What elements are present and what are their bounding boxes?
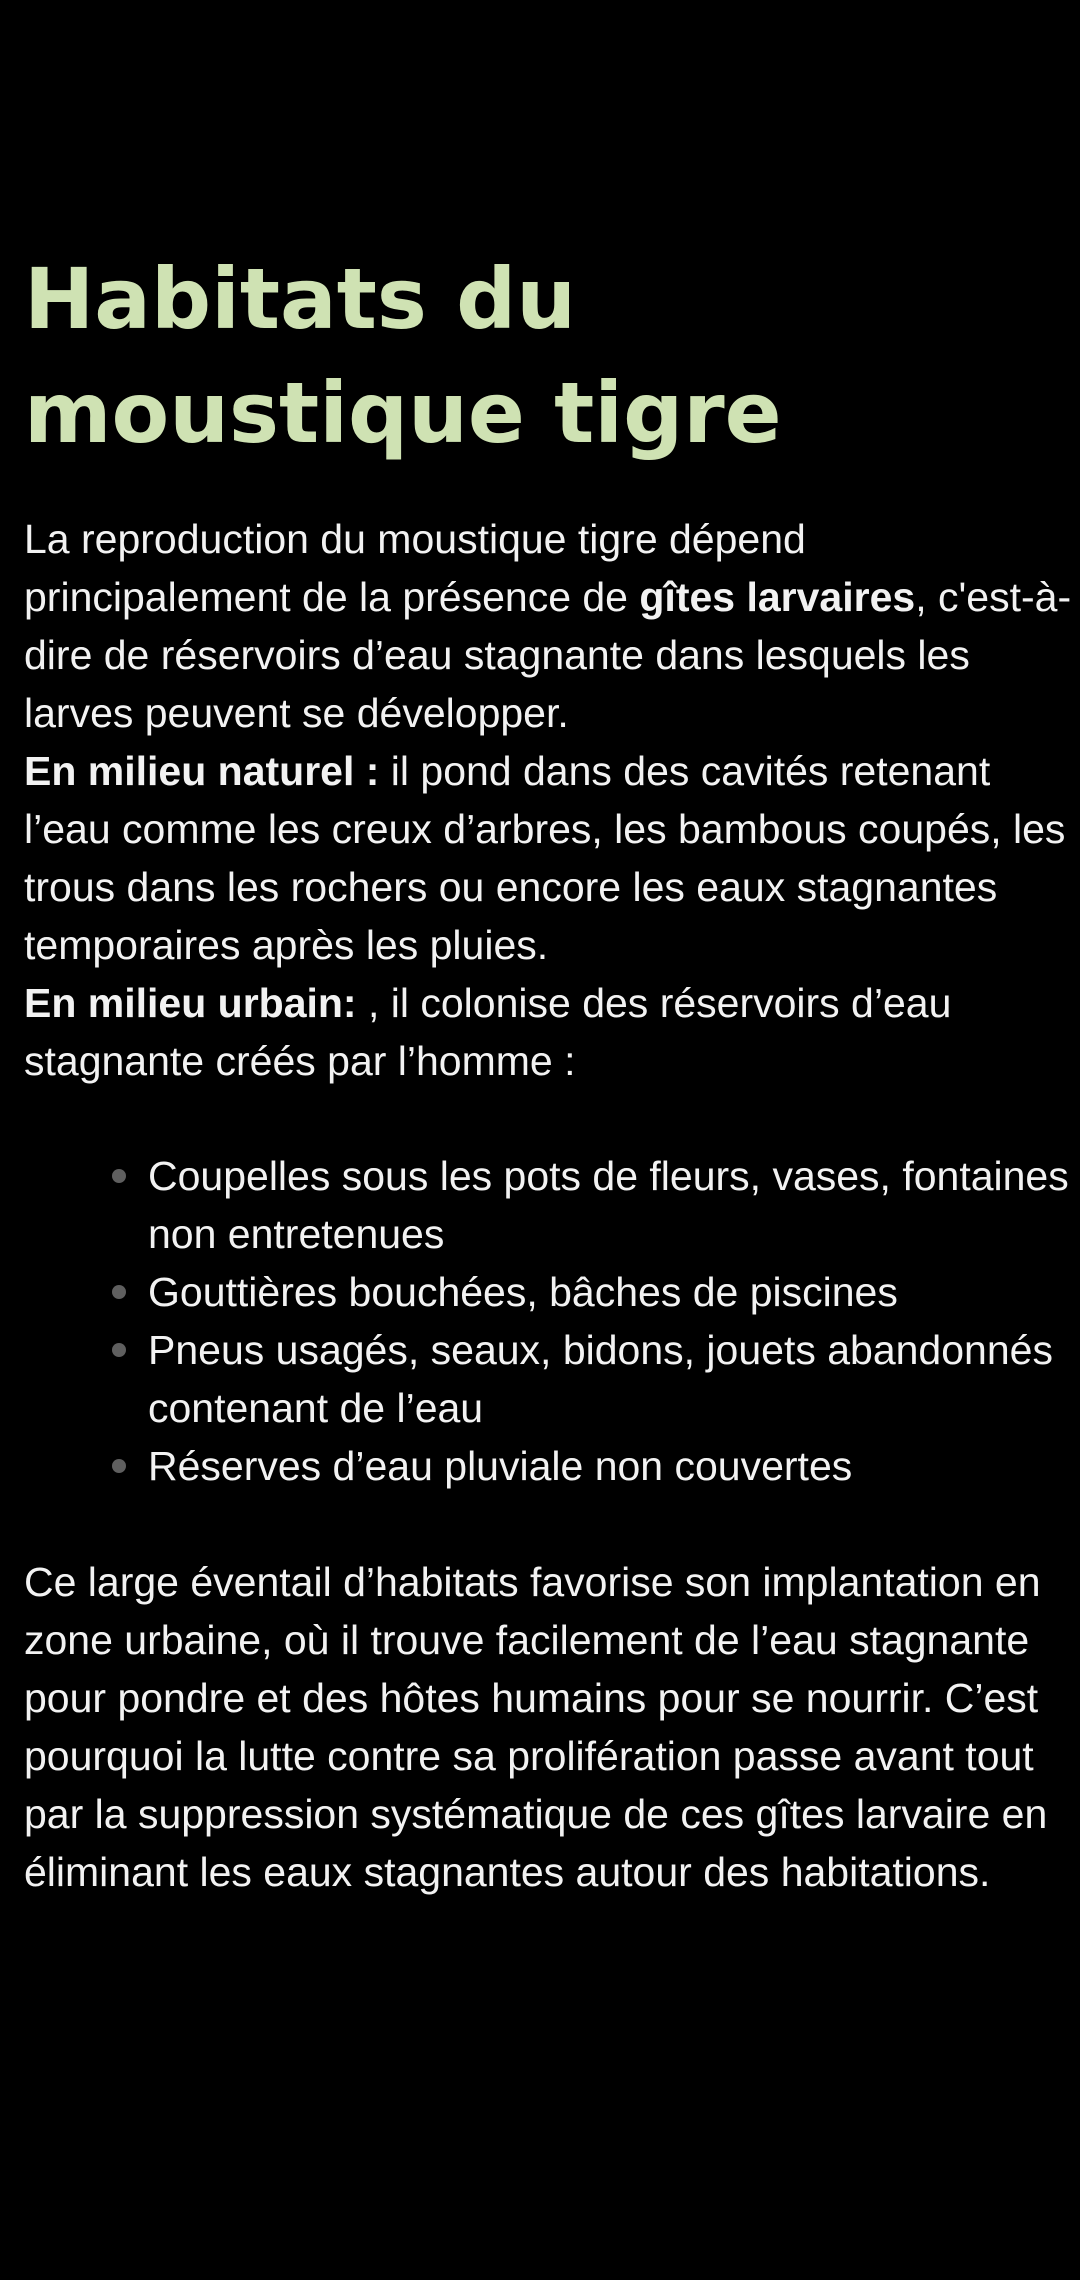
intro-bold-term: gîtes larvaires	[639, 574, 916, 620]
urban-habitat-list	[24, 1147, 1074, 1495]
urban-habitat-paragraph	[24, 974, 1074, 1090]
conclusion-paragraph: Ce large éventail d’habitats favorise son implantation en zone urbaine, où il trouve facilement de l’eau stagnante pour pondre et des hôtes humains pour se nourrir. C’est pourquoi la lutte contre sa prolifération passe avant tout par la suppression systématique de ces gîtes larvaire en éliminant les eaux stagnantes autour des habitations.	[24, 1559, 1048, 1895]
list-item: Pneus usagés, seaux, bidons, jouets abandonnés contenant de l’eau	[148, 1321, 1074, 1437]
urban-habitat-heading: En milieu urbain:	[24, 980, 357, 1026]
intro-text-end: , c'est-à-dire de réservoirs d’eau stagnante dans lesquels les larves peuvent se développer.	[24, 574, 1072, 736]
page-title-line-2: moustique tigre	[24, 364, 782, 462]
natural-habitat-heading: En milieu naturel :	[24, 748, 380, 794]
list-item: Gouttières bouchées, bâches de piscines	[148, 1263, 1074, 1321]
intro-text-start: La reproduction du moustique tigre dépend principalement de la présence de	[24, 516, 806, 620]
urban-habitat-text: , il colonise des réservoirs d’eau stagnante créés par l’homme :	[24, 980, 952, 1084]
intro-text	[24, 510, 1074, 1090]
article	[24, 242, 1074, 1901]
conclusion-text	[24, 1553, 1074, 1901]
natural-habitat-text: il pond dans des cavités retenant l’eau comme les creux d’arbres, les bambous coupés, les trous dans les rochers ou encore les eaux stagnantes temporaires après les pluies.	[24, 748, 1066, 968]
page-title-line-1: Habitats du	[24, 250, 577, 348]
list-item: Coupelles sous les pots de fleurs, vases, fontaines non entretenues	[148, 1147, 1074, 1263]
natural-habitat-paragraph	[24, 742, 1074, 974]
intro-paragraph	[24, 510, 1074, 742]
list-item: Réserves d’eau pluviale non couvertes	[148, 1437, 1074, 1495]
page-title	[24, 242, 1074, 470]
